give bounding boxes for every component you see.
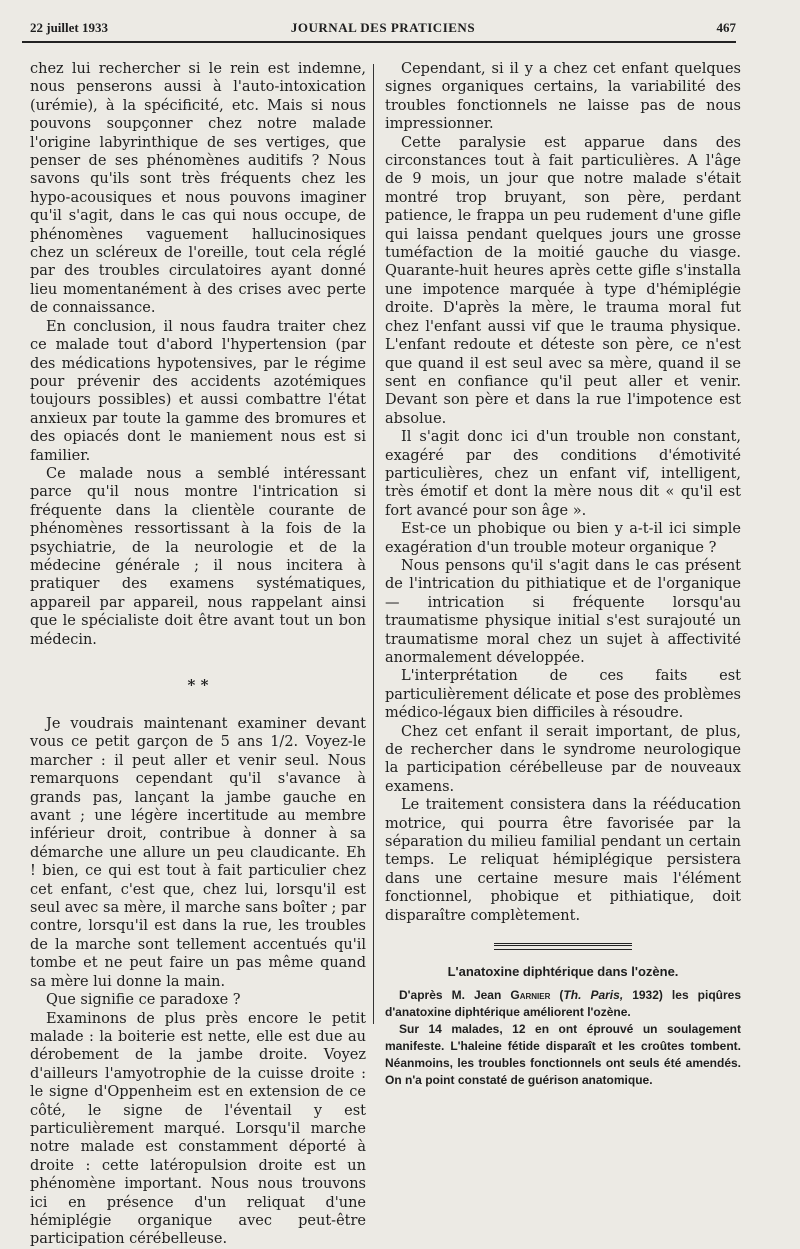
header-page-number: 467 xyxy=(716,20,736,35)
column-divider xyxy=(373,64,374,1024)
notice-title: L'anatoxine diphtérique dans l'ozène. xyxy=(447,964,679,980)
right-column xyxy=(385,60,741,1089)
section-separator-stars: * * xyxy=(187,676,209,694)
notice-text: D'après M. Jean xyxy=(399,988,511,1003)
paragraph: Cependant, si il y a chez cet enfant quelques signes organiques certains, la variabilité des troubles fonctionnels ne laisse pas de nous impressionner. xyxy=(385,61,741,133)
paragraph: Ce malade nous a semblé intéressant parce qu'il nous montre l'intrication si fréquente dans la clientèle courante de phénomènes ressortissant à la fois de la psychiatrie, de la neurologie et de la médecine générale ; il nous incitera à pratiquer des examens systématiques, appareil par appareil, nous rappelant ainsi que le spécialiste doit être avant tout un bon médecin. xyxy=(30,465,366,648)
paragraph: L'interprétation de ces faits est particulièrement délicate et pose des problèmes médico-légaux bien difficiles à résoudre. xyxy=(385,668,741,722)
paragraph: Le traitement consistera dans la rééducation motrice, qui pourra être favorisée par la séparation du milieu familial pendant un certain temps. Le reliquat hémiplégique persistera dans une certaine mesure mais l'élément fonctionnel, phobique et pithiatique, doit disparaître complètement. xyxy=(385,797,741,924)
paragraph: Que signifie ce paradoxe ? xyxy=(46,992,241,1009)
author-name: Garnier xyxy=(510,988,551,1003)
paragraph: Cette paralysie est apparue dans des circonstances tout à fait particulières. A l'âge de 9 mois, un jour que notre malade s'était montré trop bruyant, son père, perdant patience, le frappa un peu rudement d'une gifle qui laissa pendant quelques jours une grosse tuméfaction de la moitié gauche du viasge. Quarante-huit heures après cette gifle s'installa une impotence marquée à type d'hémiplégie droite. D'après la mère, le trauma moral fut chez l'enfant aussi vif que le trauma physique. L'enfant redoute et déteste son père, ce n'est que quand il est seul avec sa mère, quand il se sent en confiance qu'il peut aller et venir. Devant son père et dans la rue l'impotence est absolue. xyxy=(385,134,741,427)
paragraph: Est-ce un phobique ou bien y a-t-il ici simple exagération d'un trouble moteur organique ? xyxy=(385,521,741,556)
left-column xyxy=(30,60,366,1249)
notice-paragraph xyxy=(385,987,741,1021)
paragraph: Chez cet enfant il serait important, de plus, de rechercher dans le syndrome neurologique la participation cérébelleuse par de nouveaux examens. xyxy=(385,723,741,795)
paragraph: Il s'agit donc ici d'un trouble non constant, exagéré par des conditions d'émotivité particulières, chez un enfant vif, intelligent, très émotif et dont la mère nous dit « qu'il est fort avancé pour son âge ». xyxy=(385,429,741,519)
notice-separator xyxy=(494,943,632,950)
notice-text: 1932) les piqûres d'anatoxine diphtérique améliorent l'ozène. xyxy=(385,988,741,1020)
header-journal-title: JOURNAL DES PRATICIENS xyxy=(290,20,476,35)
notice-paragraph: Sur 14 malades, 12 en ont éprouvé un soulagement manifeste. L'haleine fétide disparaît et les croûtes tombent. Néanmoins, les troubles fonctionnels ont seuls été amendés. On n'a point constaté de guérison anatomique. xyxy=(385,1022,741,1088)
reference: Th. Paris, xyxy=(563,988,624,1003)
paragraph: Examinons de plus près encore le petit malade : la boiterie est nette, elle est due au dérobement de la jambe droite. Voyez d'ailleurs l'amyotrophie de la cuisse droite : le signe d'Oppenheim est en extension de ce côté, le signe de l'éventail y est particulièrement marqué. Lorsqu'il marche notre malade est constamment déporté à droite : cette latéropulsion droite est un phénomène important. Nous nous trouvons ici en présence d'un reliquat d'une hémiplégie organique avec peut-être participation cérébelleuse. xyxy=(30,1010,366,1248)
paragraph: En conclusion, il nous faudra traiter chez ce malade tout d'abord l'hypertension (par des médications hypotensives, par le régime pour prévenir des accidents azotémiques toujours possibles) et aussi combattre l'état anxieux par toute la gamme des bromures et des opiacés dont le maniement nous est si familier. xyxy=(30,318,366,464)
paragraph: chez lui rechercher si le rein est indemne, nous penserons aussi à l'auto-intoxication (urémie), à la spécificité, etc. Mais si nous pouvons soupçonner chez notre malade l'origine labyrinthique de ses vertiges, que penser de ses phénomènes auditifs ? Nous savons qu'ils sont très fréquents chez les hypo-acousiques et nous pouvons imaginer qu'il s'agit, dans le cas qui nous occupe, de phénomènes vaguement hallucinosiques chez un scléreux de l'oreille, tout cela réglé par des troubles circulatoires ayant donné lieu momentanément à des crises avec perte de connaissance. xyxy=(30,61,366,317)
notice-text: ( xyxy=(550,988,564,1003)
paragraph: Nous pensons qu'il s'agit dans le cas présent de l'intrication du pithiatique et de l'organique — intrication si fréquente lorsqu'au traumatisme physique initial s'est surajouté un traumatisme moral chez un sujet à affectivité anormalement développée. xyxy=(385,557,741,666)
header-rule xyxy=(22,41,736,43)
header-date: 22 juillet 1933 xyxy=(30,20,108,35)
paragraph: Je voudrais maintenant examiner devant vous ce petit garçon de 5 ans 1/2. Voyez-le marcher : il peut aller et venir seul. Nous remarquons cependant qu'il s'avance à grands pas, lançant la jambe gauche en avant ; une légère incertitude au membre inférieur droit, contribue à donner à sa démarche une allure un peu claudicante. Eh ! bien, ce qui est tout à fait particulier chez cet enfant, c'est que, chez lui, lorsqu'il est seul avec sa mère, il marche sans boîter ; par contre, lorsqu'il est dans la rue, les troubles de la marche sont tellement accentués qu'il tombe et ne peut faire un pas même quand sa mère lui donne la main. xyxy=(30,716,366,990)
